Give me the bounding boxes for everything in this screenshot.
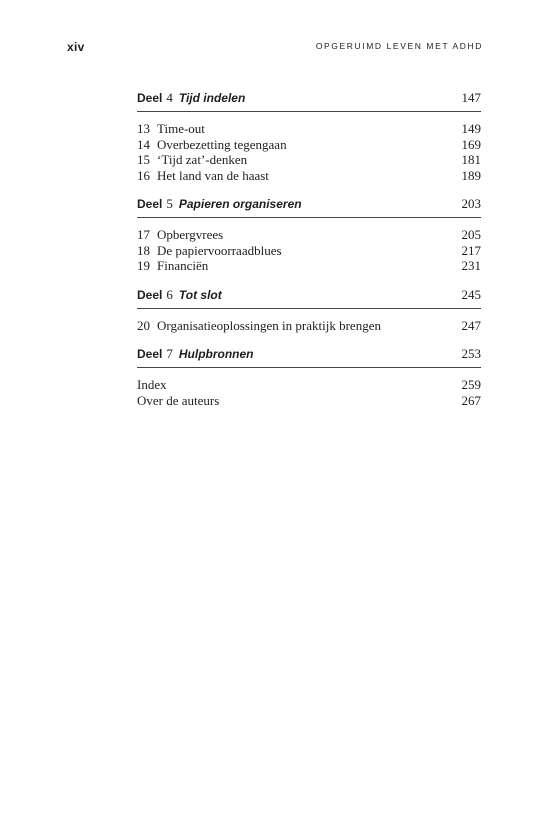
- chapter-label: [137, 137, 287, 153]
- part-word: Deel: [137, 91, 163, 105]
- chapter-entry: [137, 227, 481, 243]
- chapter-list: [137, 112, 481, 183]
- chapter-label: [137, 318, 381, 334]
- chapter-list: [137, 309, 481, 334]
- chapter-number: 15: [137, 152, 150, 167]
- chapter-page: 205: [461, 227, 481, 242]
- part-label: [137, 287, 222, 303]
- chapter-label: [137, 243, 282, 259]
- part-word: Deel: [137, 287, 163, 302]
- chapter-entry: [137, 152, 481, 168]
- book-title: OPGERUIMD LEVEN MET ADHD: [315, 41, 483, 51]
- chapter-title: Financiën: [157, 258, 209, 273]
- part-heading: [137, 90, 481, 112]
- chapter-page: 181: [461, 152, 481, 167]
- chapter-page: 169: [461, 136, 481, 152]
- chapter-number: 14: [137, 136, 150, 152]
- part-label: [137, 196, 302, 212]
- part-label: [137, 90, 245, 106]
- part-number: 4: [166, 90, 173, 105]
- chapter-entry: [137, 137, 481, 153]
- chapter-page: 189: [461, 167, 481, 183]
- chapter-number: 18: [137, 242, 150, 258]
- part-title: Papieren organiseren: [178, 197, 302, 211]
- part-title: Tot slot: [178, 287, 222, 302]
- chapter-number: 17: [137, 227, 150, 242]
- part-title: Hulpbronnen: [178, 347, 254, 361]
- chapter-page: 259: [461, 377, 481, 392]
- chapter-title: ‘Tijd zat’-denken: [157, 152, 248, 167]
- part-page: 203: [461, 196, 481, 211]
- chapter-entry: [137, 393, 481, 409]
- part-heading: [137, 346, 481, 368]
- chapter-list: [137, 368, 481, 408]
- chapter-title: Organisatieoplossingen in praktijk brengen: [157, 317, 381, 333]
- chapter-entry: [137, 377, 481, 393]
- chapter-title: Opbergvrees: [157, 227, 224, 242]
- chapter-title: De papiervoorraadblues: [157, 242, 282, 258]
- chapter-label: [137, 377, 167, 393]
- page-number: xiv: [67, 40, 85, 54]
- chapter-label: [137, 227, 223, 243]
- chapter-title: Over de auteurs: [137, 392, 220, 408]
- chapter-page: 247: [461, 317, 481, 333]
- part-word: Deel: [137, 347, 163, 361]
- part-word: Deel: [137, 197, 163, 211]
- chapter-number: 16: [137, 167, 150, 183]
- chapter-title: Time-out: [157, 121, 205, 136]
- chapter-label: [137, 393, 219, 409]
- chapter-number: 20: [137, 317, 150, 333]
- part-title: Tijd indelen: [178, 91, 246, 105]
- chapter-page: 149: [461, 121, 481, 136]
- chapter-entry: [137, 243, 481, 259]
- chapter-label: [137, 258, 208, 274]
- chapter-page: 217: [461, 242, 481, 258]
- part-page: 253: [461, 346, 481, 361]
- chapter-page: 267: [461, 392, 481, 408]
- table-of-contents: [137, 90, 481, 421]
- part-label: [137, 346, 254, 362]
- chapter-entry: [137, 258, 481, 274]
- chapter-number: 19: [137, 258, 150, 273]
- part-heading: [137, 287, 481, 309]
- chapter-title: Index: [137, 377, 167, 392]
- part-number: 7: [166, 346, 173, 361]
- chapter-title: Het land van de haast: [157, 167, 269, 183]
- chapter-number: 13: [137, 121, 150, 136]
- part-page: 147: [461, 90, 481, 105]
- chapter-list: [137, 218, 481, 274]
- part-number: 5: [166, 196, 173, 211]
- part-page: 245: [461, 286, 481, 302]
- part-heading: [137, 196, 481, 218]
- chapter-label: [137, 121, 205, 137]
- chapter-label: [137, 152, 247, 168]
- chapter-entry: [137, 318, 481, 334]
- chapter-entry: [137, 168, 481, 184]
- chapter-label: [137, 168, 269, 184]
- part-number: 6: [166, 286, 173, 302]
- chapter-title: Overbezetting tegengaan: [157, 136, 287, 152]
- chapter-page: 231: [461, 258, 481, 273]
- chapter-entry: [137, 121, 481, 137]
